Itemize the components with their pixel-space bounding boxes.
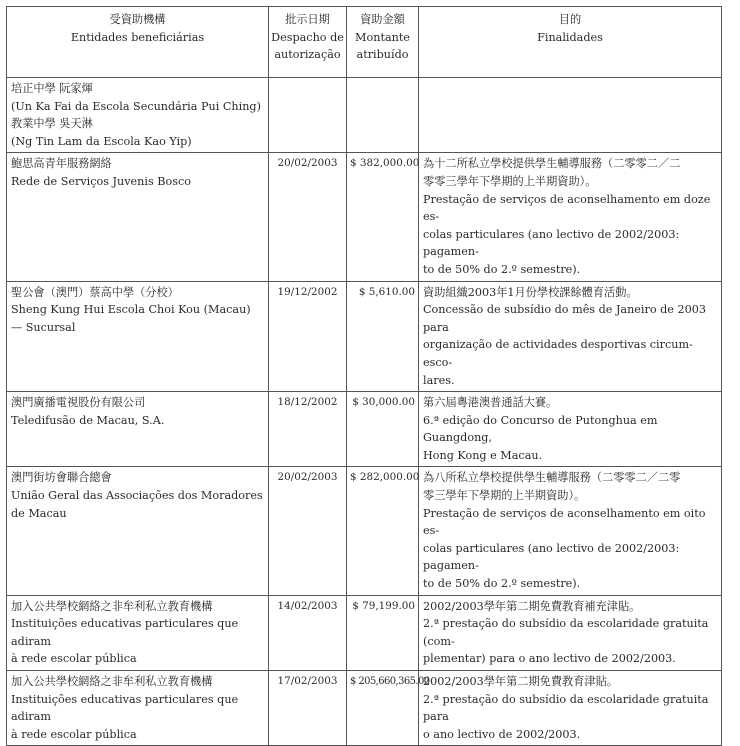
entity-line: (Un Ka Fai da Escola Secundária Pui Ching): [11, 99, 261, 113]
amount-cell: [347, 595, 419, 670]
header-entity-pt: Entidades beneficiárias: [70, 30, 205, 44]
granted-amount: $ 79,199.00: [352, 599, 415, 612]
entity-line: Sheng Kung Hui Escola Choi Kou (Macau): [11, 303, 251, 317]
entity-cell: [7, 392, 269, 467]
approval-date: 20/02/2003: [277, 471, 338, 484]
purpose-line: 零零三學年下學期的上半期資助）。: [423, 174, 597, 188]
purpose-line: 2.ª prestação do subsídio da escolaridade gratuita (com-: [423, 617, 709, 648]
entity-cell: [7, 467, 269, 595]
purpose-line: Concessão de subsídio do mês de Janeiro de 2003 para: [423, 303, 706, 334]
header-amount: [347, 7, 419, 78]
purpose-cell: [419, 78, 722, 153]
entity-cell: [7, 671, 269, 746]
approval-date: 14/02/2003: [277, 599, 338, 612]
amount-cell: [347, 392, 419, 467]
table-row-3: [7, 281, 722, 392]
header-date-pt-2: autorização: [274, 48, 341, 62]
approval-date: 17/02/2003: [277, 675, 338, 687]
granted-amount: $ 382,000.00: [350, 157, 420, 170]
purpose-line: lares.: [423, 373, 455, 387]
entity-line: Instituições educativas particulares que adiram: [11, 617, 239, 648]
entity-line: 培正中學 阮家煇: [11, 82, 93, 95]
date-cell: [269, 153, 347, 281]
purpose-line: 為八所私立學校提供學生輔導服務（二零零二／二零: [423, 471, 681, 485]
grants-table: [6, 6, 722, 746]
table-row-5: [7, 467, 722, 595]
entity-line: 加入公共學校網絡之非牟利私立教育機構: [11, 599, 213, 613]
approval-date: 18/12/2002: [277, 396, 338, 409]
approval-date: 20/02/2003: [277, 157, 338, 170]
header-purpose-zh: 目的: [558, 13, 582, 26]
header-date-zh: 批示日期: [285, 13, 330, 26]
table-row-7: [7, 671, 722, 746]
purpose-line: 第六屆粵港澳普通話大賽。: [423, 396, 558, 410]
purpose-line: 零三學年下學期的上半期資助）。: [423, 489, 586, 503]
entity-line: 鮑思高青年服務網絡: [11, 157, 112, 171]
purpose-line: 資助組織2003年1月份學校課餘體育活動。: [423, 285, 638, 299]
amount-cell: [347, 153, 419, 281]
purpose-line: 2.ª prestação do subsídio da escolaridade gratuita para: [423, 692, 709, 724]
header-amount-pt-2: atribuído: [356, 48, 409, 62]
entity-line: Instituições educativas particulares que adiram: [11, 692, 239, 724]
purpose-line: 為十二所私立學校提供學生輔導服務（二零零二／二: [423, 157, 681, 171]
date-cell: [269, 467, 347, 595]
header-amount-zh: 資助金額: [360, 13, 405, 26]
entity-line: 教業中學 吳天淋: [11, 117, 93, 131]
table-row-2: [7, 153, 722, 281]
header-row: [7, 7, 722, 78]
entity-cell: [7, 78, 269, 153]
table-row-1: [7, 78, 722, 153]
purpose-line: colas particulares (ano lectivo de 2002/2003: pagamen-: [423, 227, 680, 259]
purpose-cell: [419, 595, 722, 670]
purpose-line: 6.ª edição do Concurso de Putonghua em Guangdong,: [423, 413, 658, 445]
entity-line: Teledifusão de Macau, S.A.: [11, 413, 165, 427]
date-cell: [269, 281, 347, 392]
entity-line: 加入公共學校網絡之非牟利私立教育機構: [11, 675, 213, 688]
amount-cell: [347, 281, 419, 392]
entity-line: à rede escolar pública: [11, 652, 137, 666]
purpose-line: 2002/2003學年第二期免費教育津貼。: [423, 675, 618, 688]
entity-line: à rede escolar pública: [11, 727, 137, 741]
entity-line: — Sucursal: [11, 320, 76, 334]
purpose-cell: [419, 153, 722, 281]
amount-cell: [347, 671, 430, 746]
date-cell: [269, 595, 347, 670]
entity-line: 澳門廣播電視股份有限公司: [11, 396, 146, 410]
purpose-line: o ano lectivo de 2002/2003.: [423, 727, 581, 741]
entity-line: de Macau: [11, 506, 67, 520]
purpose-line: organização de actividades desportivas circum-esco-: [423, 338, 693, 369]
granted-amount: $ 205,660,365.00: [350, 676, 430, 687]
entity-line: Rede de Serviços Juvenis Bosco: [11, 174, 191, 188]
entity-line: 聖公會（澳門）蔡高中學（分校）: [11, 285, 179, 299]
header-purpose: [419, 7, 722, 78]
purpose-line: plementar) para o ano lectivo de 2002/2003.: [423, 652, 676, 666]
purpose-cell: [419, 392, 722, 467]
date-cell: [269, 392, 347, 467]
header-date-pt-1: Despacho de: [271, 30, 344, 44]
table-row-6: [7, 595, 722, 670]
header-amount-pt-1: Montante: [355, 30, 410, 44]
entity-cell: [7, 281, 269, 392]
header-purpose-pt: Finalidades: [537, 30, 603, 44]
purpose-cell: [419, 671, 722, 746]
amount-cell: [347, 78, 419, 153]
granted-amount: $ 5,610.00: [358, 285, 415, 298]
date-cell: [269, 671, 347, 746]
granted-amount: $ 282,000.00: [350, 471, 420, 484]
granted-amount: $ 30,000.00: [352, 396, 415, 409]
purpose-cell: [419, 281, 722, 392]
purpose-line: 2002/2003學年第二期免費教育補充津貼。: [423, 599, 641, 613]
entity-cell: [7, 595, 269, 670]
purpose-line: Prestação de serviços de aconselhamento em oito es-: [423, 506, 706, 538]
header-entity-zh: 受資助機構: [109, 13, 166, 26]
purpose-cell: [419, 467, 722, 595]
purpose-line: Prestação de serviços de aconselhamento em doze es-: [423, 192, 711, 224]
entity-line: União Geral das Associações dos Moradores: [11, 489, 263, 503]
entity-line: (Ng Tin Lam da Escola Kao Yip): [11, 134, 192, 148]
entity-cell: [7, 153, 269, 281]
purpose-line: to de 50% do 2.º semestre).: [423, 262, 581, 276]
amount-cell: [347, 467, 419, 595]
header-date: [269, 7, 347, 78]
purpose-line: colas particulares (ano lectivo de 2002/2003: pagamen-: [423, 541, 680, 573]
table-row-4: [7, 392, 722, 467]
grant-rows: [7, 78, 722, 746]
purpose-line: Hong Kong e Macau.: [423, 448, 543, 462]
header-entity: [7, 7, 269, 78]
entity-line: 澳門街坊會聯合總會: [11, 471, 112, 485]
purpose-line: to de 50% do 2.º semestre).: [423, 577, 581, 591]
date-cell: [269, 78, 347, 153]
approval-date: 19/12/2002: [277, 285, 338, 298]
